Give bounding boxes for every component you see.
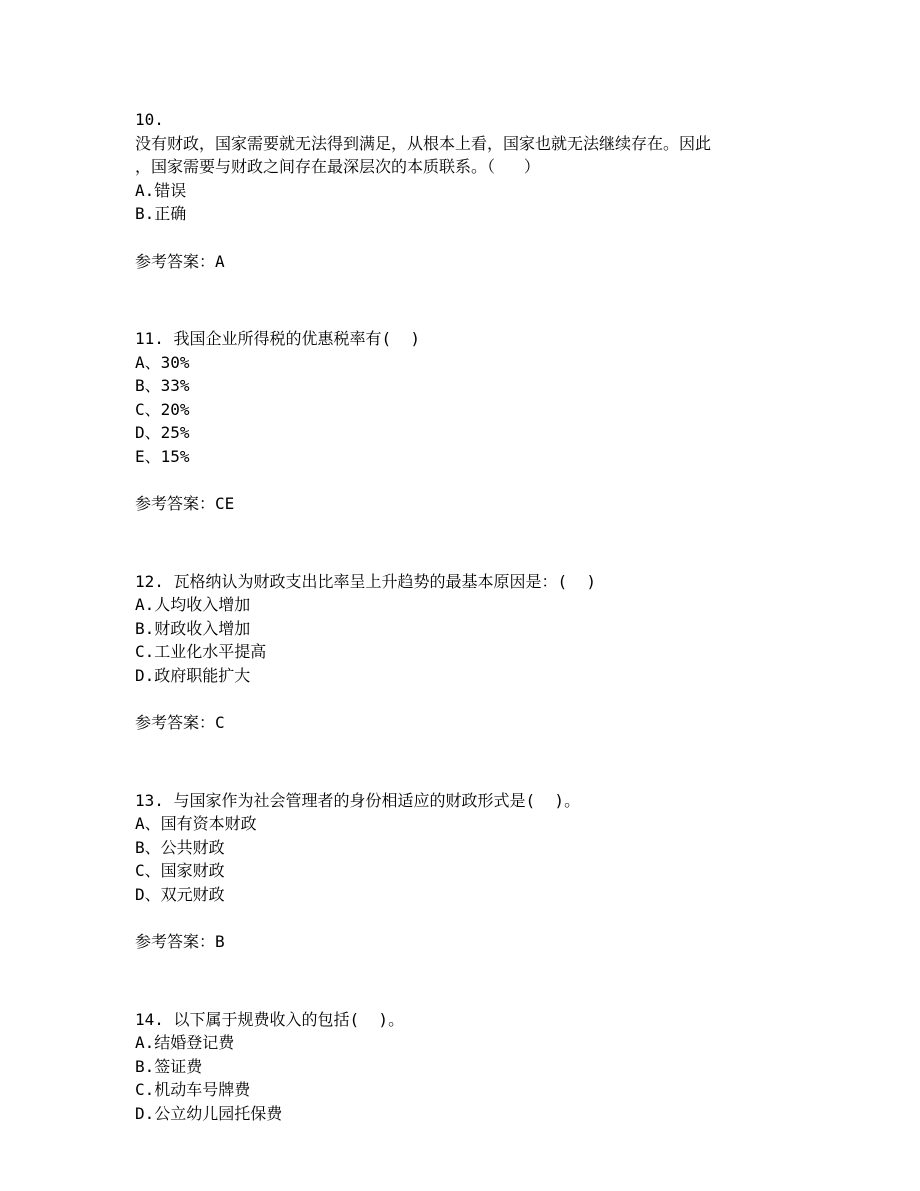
option-c: C.工业化水平提高 (135, 642, 267, 661)
spacer (135, 735, 795, 789)
question-stem-line: ，国家需要与财政之间存在最深层次的本质联系。（ ） (135, 157, 540, 176)
question-12 (135, 570, 795, 735)
question-stem-line: 11. 我国企业所得税的优惠税率有( ) (135, 329, 421, 348)
option-b: B.正确 (135, 204, 187, 223)
option-d: D.政府职能扩大 (135, 665, 251, 685)
option-d: D、双元财政 (135, 884, 225, 904)
question-14 (135, 1008, 795, 1126)
option-a: A、30% (135, 352, 190, 372)
option-c: C、20% (135, 399, 190, 419)
option-a: A、国有资本财政 (135, 814, 257, 833)
question-13 (135, 789, 795, 954)
spacer (135, 273, 795, 327)
question-10 (135, 108, 795, 273)
answer-label: 参考答案：B (135, 932, 225, 951)
question-stem-line: 10. (135, 110, 164, 129)
option-b: B、33% (135, 376, 190, 395)
answer-label: 参考答案：CE (135, 494, 235, 513)
option-e: E、15% (135, 446, 190, 466)
option-c: C、国家财政 (135, 861, 225, 880)
option-b: B.财政收入增加 (135, 618, 251, 638)
document-page (135, 108, 795, 1125)
option-d: D、25% (135, 423, 190, 442)
answer-label: 参考答案：C (135, 713, 225, 732)
spacer (135, 954, 795, 1008)
option-b: B、公共财政 (135, 837, 225, 857)
option-d: D.公立幼儿园托保费 (135, 1103, 283, 1123)
question-stem-line: 12. 瓦格纳认为财政支出比率呈上升趋势的最基本原因是：( ) (135, 571, 597, 591)
question-stem-line: 没有财政，国家需要就无法得到满足，从根本上看，国家也就无法继续存在。因此 (135, 133, 712, 153)
option-b: B.签证费 (135, 1056, 203, 1076)
option-a: A.结婚登记费 (135, 1033, 235, 1052)
question-11 (135, 327, 795, 516)
option-a: A.错误 (135, 180, 187, 200)
answer-label: 参考答案：A (135, 251, 225, 271)
option-a: A.人均收入增加 (135, 595, 251, 614)
question-stem-line: 13. 与国家作为社会管理者的身份相适应的财政形式是( )。 (135, 790, 581, 810)
option-c: C.机动车号牌费 (135, 1080, 251, 1099)
spacer (135, 516, 795, 570)
question-stem-line: 14. 以下属于规费收入的包括( )。 (135, 1009, 405, 1029)
